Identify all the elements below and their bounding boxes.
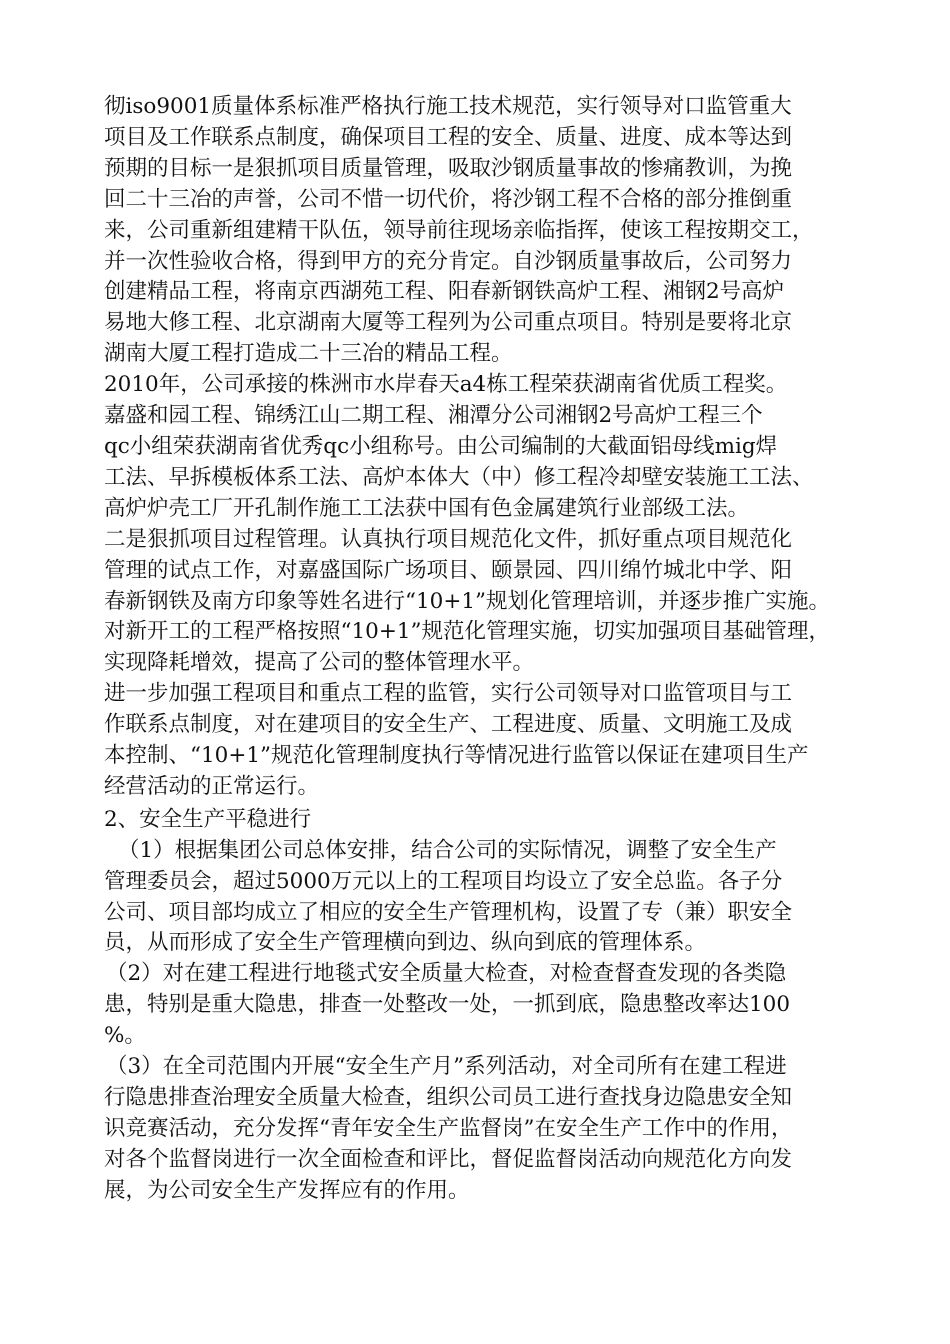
text-line: 管理委员会，超过5000万元以上的工程项目均设立了安全总监。各子分: [104, 868, 783, 894]
text-line: 经营活动的正常运行。: [104, 773, 320, 799]
text-line: 回二十三冶的声誉，公司不惜一切代价，将沙钢工程不合格的部分推倒重: [104, 186, 793, 212]
text-line: 二是狠抓项目过程管理。认真执行项目规范化文件，抓好重点项目规范化: [104, 526, 793, 552]
text-line: 作联系点制度，对在建项目的安全生产、工程进度、质量、文明施工及成: [104, 712, 793, 738]
document-page: [104, 92, 864, 1207]
text-line: 湖南大厦工程打造成二十三冶的精品工程。: [104, 341, 513, 367]
paragraph-project-supervision: [104, 679, 864, 803]
text-line: 彻iso9001质量体系标准严格执行施工技术规范，实行领导对口监管重大: [104, 94, 792, 119]
text-line: （2）对在建工程进行地毯式安全质量大检查，对检查督查发现的各类隐: [106, 961, 787, 987]
subparagraph-safety-inspection-cont: [104, 990, 864, 1052]
text-line: 来，公司重新组建精干队伍，领导前往现场亲临指挥，使该工程按期交工，: [104, 217, 814, 243]
text-line: 创建精品工程，将南京西湖苑工程、阳春新钢铁高炉工程、湘钢2号高炉: [104, 279, 785, 305]
text-line: 项目及工作联系点制度，确保项目工程的安全、质量、进度、成本等达到: [104, 124, 793, 150]
text-line: 高炉炉壳工厂开孔制作施工工法获中国有色金属建筑行业部级工法。: [104, 495, 750, 521]
subparagraph-safety-month-cont: [104, 1083, 864, 1207]
text-line: 进一步加强工程项目和重点工程的监管，实行公司领导对口监管项目与工: [104, 681, 793, 707]
subparagraph-safety-month: [104, 1052, 864, 1083]
text-line: （3）在全司范围内开展“安全生产月”系列活动，对全司所有在建工程进: [106, 1054, 787, 1080]
text-line: （1）根据集团公司总体安排，结合公司的实际情况，调整了安全生产: [118, 837, 777, 863]
text-line: 预期的目标一是狠抓项目质量管理，吸取沙钢质量事故的惨痛教训，为挽: [104, 155, 793, 181]
text-line: 对新开工的工程严格按照“10+1”规范化管理实施，切实加强项目基础管理，: [104, 619, 831, 645]
text-line: 实现降耗增效，提高了公司的整体管理水平。: [104, 650, 535, 676]
paragraph-process-management: [104, 525, 864, 680]
text-line: 本控制、“10+1”规范化管理制度执行等情况进行监管以保证在建项目生产: [104, 743, 809, 769]
text-line: 易地大修工程、北京湖南大厦等工程列为公司重点项目。特别是要将北京: [104, 310, 793, 336]
paragraph-quality-management: [104, 92, 864, 370]
text-line: 行隐患排查治理安全质量大检查，组织公司员工进行查找身边隐患安全知: [104, 1085, 793, 1110]
text-line: %。: [104, 1023, 146, 1049]
subparagraph-safety-committee: [104, 836, 864, 867]
text-line: 春新钢铁及南方印象等姓名进行“10+1”规划化管理培训，并逐步推广实施。: [104, 588, 831, 614]
text-line: 公司、项目部均成立了相应的安全生产管理机构，设置了专（兼）职安全: [104, 899, 793, 925]
subparagraph-safety-committee-cont: [104, 867, 864, 960]
subparagraph-safety-inspection: [104, 959, 864, 990]
text-line: 员，从而形成了安全生产管理横向到边、纵向到底的管理体系。: [104, 930, 707, 956]
text-line: 工法、早拆模板体系工法、高炉本体大（中）修工程冷却壁安装施工工法、: [104, 464, 814, 490]
paragraph-awards-2010: [104, 370, 864, 525]
text-line: qc小组荣获湖南省优秀qc小组称号。由公司编制的大截面铝母线mig焊: [104, 433, 778, 459]
text-line: 嘉盛和园工程、锦绣江山二期工程、湘潭分公司湘钢2号高炉工程三个: [104, 403, 763, 429]
text-line: 管理的试点工作，对嘉盛国际广场项目、颐景园、四川绵竹城北中学、阳: [104, 557, 793, 583]
text-line: 并一次性验收合格，得到甲方的充分肯定。自沙钢质量事故后，公司努力: [104, 248, 793, 274]
text-line: 患，特别是重大隐患，排查一处整改一处，一抓到底，隐患整改率达100: [104, 992, 791, 1018]
text-line: 识竞赛活动，充分发挥“青年安全生产监督岗”在安全生产工作中的作用，: [104, 1115, 793, 1141]
text-line: 2010年，公司承接的株洲市水岸春天a4栋工程荣获湖南省优质工程奖。: [104, 372, 788, 398]
section-heading: 2、安全生产平稳进行: [104, 806, 312, 832]
text-line: 展，为公司安全生产发挥应有的作用。: [104, 1177, 470, 1203]
text-line: 对各个监督岗进行一次全面检查和评比，督促监督岗活动向规范化方向发: [104, 1146, 793, 1172]
